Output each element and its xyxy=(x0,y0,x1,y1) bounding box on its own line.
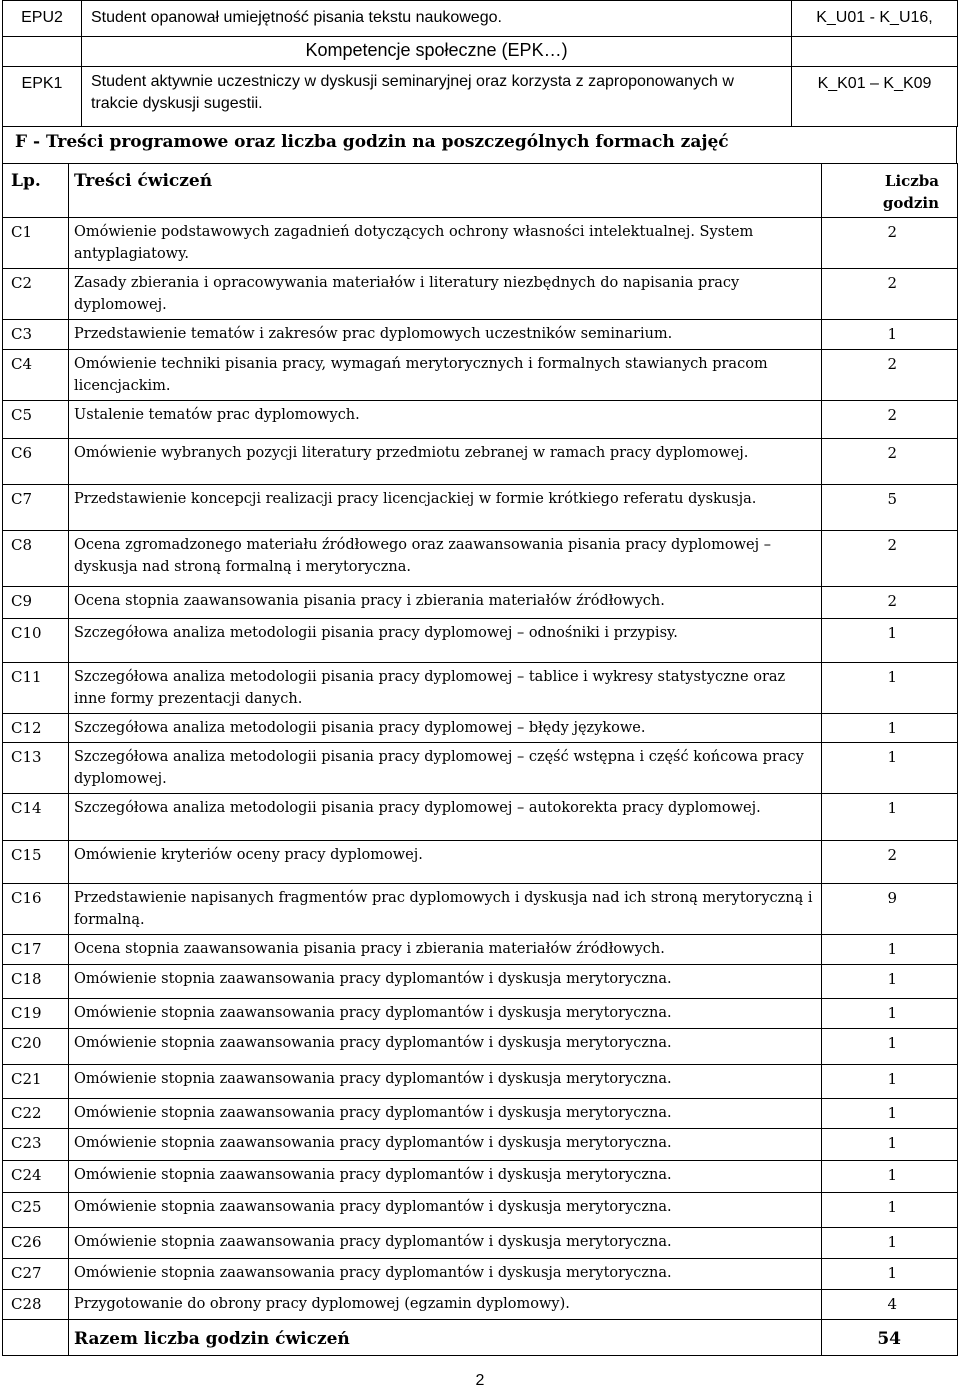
effect-row xyxy=(3,67,958,127)
row-lp: C12 xyxy=(3,714,69,743)
row-content: Szczegółowa analiza metodologii pisania pracy dyplomowej – część wstępna i część końcowa pracy dyplomowej. xyxy=(69,743,822,794)
row-lp: C11 xyxy=(3,663,69,714)
row-hours: 1 xyxy=(822,663,958,714)
table-row xyxy=(3,714,958,743)
row-hours: 1 xyxy=(822,320,958,350)
table-row xyxy=(3,884,958,935)
row-hours: 2 xyxy=(822,401,958,439)
row-content: Ustalenie tematów prac dyplomowych. xyxy=(69,401,822,439)
row-lp: C10 xyxy=(3,619,69,663)
course-content-table xyxy=(2,163,958,1356)
row-content: Omówienie stopnia zaawansowania pracy dyplomantów i dyskusja merytoryczna. xyxy=(69,1161,822,1193)
row-content: Przedstawienie napisanych fragmentów prac dyplomowych i dyskusja nad ich stroną merytoryczną i formalną. xyxy=(69,884,822,935)
table-row xyxy=(3,1065,958,1099)
row-lp: C21 xyxy=(3,1065,69,1099)
total-row xyxy=(3,1320,958,1356)
table-row xyxy=(3,531,958,587)
row-lp: C14 xyxy=(3,794,69,841)
row-lp: C9 xyxy=(3,587,69,619)
row-content: Szczegółowa analiza metodologii pisania pracy dyplomowej – autokorekta pracy dyplomowej. xyxy=(69,794,822,841)
table-row xyxy=(3,1228,958,1259)
table-row xyxy=(3,794,958,841)
row-content: Szczegółowa analiza metodologii pisania pracy dyplomowej – odnośniki i przypisy. xyxy=(69,619,822,663)
effect-row xyxy=(3,1,958,37)
row-content: Omówienie stopnia zaawansowania pracy dyplomantów i dyskusja merytoryczna. xyxy=(69,1099,822,1129)
row-hours: 1 xyxy=(822,1065,958,1099)
table-row xyxy=(3,999,958,1029)
table-row xyxy=(3,1193,958,1228)
table-row xyxy=(3,1259,958,1290)
table-row xyxy=(3,1129,958,1161)
row-hours: 2 xyxy=(822,439,958,485)
row-lp: C16 xyxy=(3,884,69,935)
row-content: Szczegółowa analiza metodologii pisania pracy dyplomowej – błędy językowe. xyxy=(69,714,822,743)
table-row xyxy=(3,1290,958,1320)
row-content: Przedstawienie tematów i zakresów prac dyplomowych uczestników seminarium. xyxy=(69,320,822,350)
effect-reference: K_K01 – K_K09 xyxy=(792,67,958,127)
table-row xyxy=(3,485,958,531)
row-hours: 2 xyxy=(822,350,958,401)
table-row xyxy=(3,663,958,714)
row-hours: 1 xyxy=(822,1099,958,1129)
table-row xyxy=(3,619,958,663)
learning-effects-table xyxy=(2,0,958,127)
table-row xyxy=(3,439,958,485)
row-hours: 1 xyxy=(822,935,958,965)
row-content: Szczegółowa analiza metodologii pisania pracy dyplomowej – tablice i wykresy statystyczne oraz inne formy prezentacji danych. xyxy=(69,663,822,714)
row-content: Omówienie stopnia zaawansowania pracy dyplomantów i dyskusja merytoryczna. xyxy=(69,1259,822,1290)
row-hours: 1 xyxy=(822,965,958,999)
table-row xyxy=(3,841,958,884)
row-hours: 2 xyxy=(822,531,958,587)
row-hours: 1 xyxy=(822,1029,958,1065)
row-hours: 1 xyxy=(822,1228,958,1259)
row-lp: C5 xyxy=(3,401,69,439)
row-content: Omówienie stopnia zaawansowania pracy dyplomantów i dyskusja merytoryczna. xyxy=(69,1193,822,1228)
row-lp: C17 xyxy=(3,935,69,965)
row-lp: C6 xyxy=(3,439,69,485)
total-hours: 54 xyxy=(822,1320,958,1356)
table-row xyxy=(3,350,958,401)
row-content: Omówienie stopnia zaawansowania pracy dyplomantów i dyskusja merytoryczna. xyxy=(69,1065,822,1099)
row-lp: C28 xyxy=(3,1290,69,1320)
row-lp: C23 xyxy=(3,1129,69,1161)
row-content: Przygotowanie do obrony pracy dyplomowej (egzamin dyplomowy). xyxy=(69,1290,822,1320)
row-hours: 9 xyxy=(822,884,958,935)
table-row xyxy=(3,401,958,439)
row-content: Omówienie podstawowych zagadnień dotyczących ochrony własności intelektualnej. System antyplagiatowy. xyxy=(69,218,822,269)
effect-code: EPK1 xyxy=(3,67,82,127)
row-hours: 2 xyxy=(822,269,958,320)
row-hours: 1 xyxy=(822,1259,958,1290)
row-content: Zasady zbierania i opracowywania materiałów i literatury niezbędnych do napisania pracy dyplomowej. xyxy=(69,269,822,320)
table-row xyxy=(3,743,958,794)
row-lp: C18 xyxy=(3,965,69,999)
section-f-title: F - Treści programowe oraz liczba godzin na poszczególnych formach zajęć xyxy=(2,127,957,163)
row-lp: C8 xyxy=(3,531,69,587)
row-lp: C24 xyxy=(3,1161,69,1193)
row-lp: C3 xyxy=(3,320,69,350)
header-lp: Lp. xyxy=(3,164,69,218)
total-label: Razem liczba godzin ćwiczeń xyxy=(69,1320,822,1356)
row-content: Omówienie stopnia zaawansowania pracy dyplomantów i dyskusja merytoryczna. xyxy=(69,1129,822,1161)
row-hours: 1 xyxy=(822,999,958,1029)
row-content: Ocena zgromadzonego materiału źródłowego oraz zaawansowania pisania pracy dyplomowej – dyskusja nad stroną formalną i merytoryczna. xyxy=(69,531,822,587)
row-lp: C19 xyxy=(3,999,69,1029)
row-hours: 1 xyxy=(822,619,958,663)
header-hours: Liczba godzin xyxy=(822,164,958,218)
row-lp: C7 xyxy=(3,485,69,531)
effect-reference: K_U01 - K_U16, xyxy=(792,1,958,37)
row-hours: 2 xyxy=(822,218,958,269)
row-content: Omówienie stopnia zaawansowania pracy dyplomantów i dyskusja merytoryczna. xyxy=(69,965,822,999)
row-lp: C15 xyxy=(3,841,69,884)
row-hours: 1 xyxy=(822,794,958,841)
row-hours: 1 xyxy=(822,1193,958,1228)
row-lp: C22 xyxy=(3,1099,69,1129)
effect-description: Student aktywnie uczestniczy w dyskusji seminaryjnej oraz korzysta z zaproponowanych w trakcie dyskusji sugestii. xyxy=(82,67,792,127)
row-lp: C1 xyxy=(3,218,69,269)
row-content: Ocena stopnia zaawansowania pisania pracy i zbierania materiałów źródłowych. xyxy=(69,587,822,619)
table-row xyxy=(3,1099,958,1129)
competence-heading-row xyxy=(3,37,958,67)
table-row xyxy=(3,1161,958,1193)
row-lp: C4 xyxy=(3,350,69,401)
row-content: Omówienie stopnia zaawansowania pracy dyplomantów i dyskusja merytoryczna. xyxy=(69,1228,822,1259)
table-row xyxy=(3,320,958,350)
page-number: 2 xyxy=(475,1372,485,1389)
row-hours: 2 xyxy=(822,587,958,619)
row-content: Omówienie kryteriów oceny pracy dyplomowej. xyxy=(69,841,822,884)
effect-description: Student opanował umiejętność pisania tekstu naukowego. xyxy=(82,1,792,37)
row-lp: C2 xyxy=(3,269,69,320)
row-hours: 4 xyxy=(822,1290,958,1320)
row-lp: C20 xyxy=(3,1029,69,1065)
row-lp: C27 xyxy=(3,1259,69,1290)
row-content: Omówienie wybranych pozycji literatury przedmiotu zebranej w ramach pracy dyplomowej. xyxy=(69,439,822,485)
total-empty xyxy=(3,1320,69,1356)
header-content: Treści ćwiczeń xyxy=(69,164,822,218)
row-lp: C13 xyxy=(3,743,69,794)
effect-code: EPU2 xyxy=(3,1,82,37)
row-content: Omówienie stopnia zaawansowania pracy dyplomantów i dyskusja merytoryczna. xyxy=(69,999,822,1029)
table-row xyxy=(3,1029,958,1065)
table-row xyxy=(3,269,958,320)
row-hours: 1 xyxy=(822,1129,958,1161)
row-hours: 1 xyxy=(822,1161,958,1193)
table-row xyxy=(3,935,958,965)
row-lp: C25 xyxy=(3,1193,69,1228)
table-row xyxy=(3,218,958,269)
competence-heading: Kompetencje społeczne (EPK…) xyxy=(82,37,792,67)
table-row xyxy=(3,965,958,999)
row-content: Omówienie techniki pisania pracy, wymagań merytorycznych i formalnych stawianych pracom licencjackim. xyxy=(69,350,822,401)
row-hours: 2 xyxy=(822,841,958,884)
header-row xyxy=(3,164,958,218)
row-lp: C26 xyxy=(3,1228,69,1259)
table-row xyxy=(3,587,958,619)
row-content: Ocena stopnia zaawansowania pisania pracy i zbierania materiałów źródłowych. xyxy=(69,935,822,965)
row-hours: 5 xyxy=(822,485,958,531)
row-content: Omówienie stopnia zaawansowania pracy dyplomantów i dyskusja merytoryczna. xyxy=(69,1029,822,1065)
row-content: Przedstawienie koncepcji realizacji pracy licencjackiej w formie krótkiego referatu dyskusja. xyxy=(69,485,822,531)
row-hours: 1 xyxy=(822,743,958,794)
row-hours: 1 xyxy=(822,714,958,743)
